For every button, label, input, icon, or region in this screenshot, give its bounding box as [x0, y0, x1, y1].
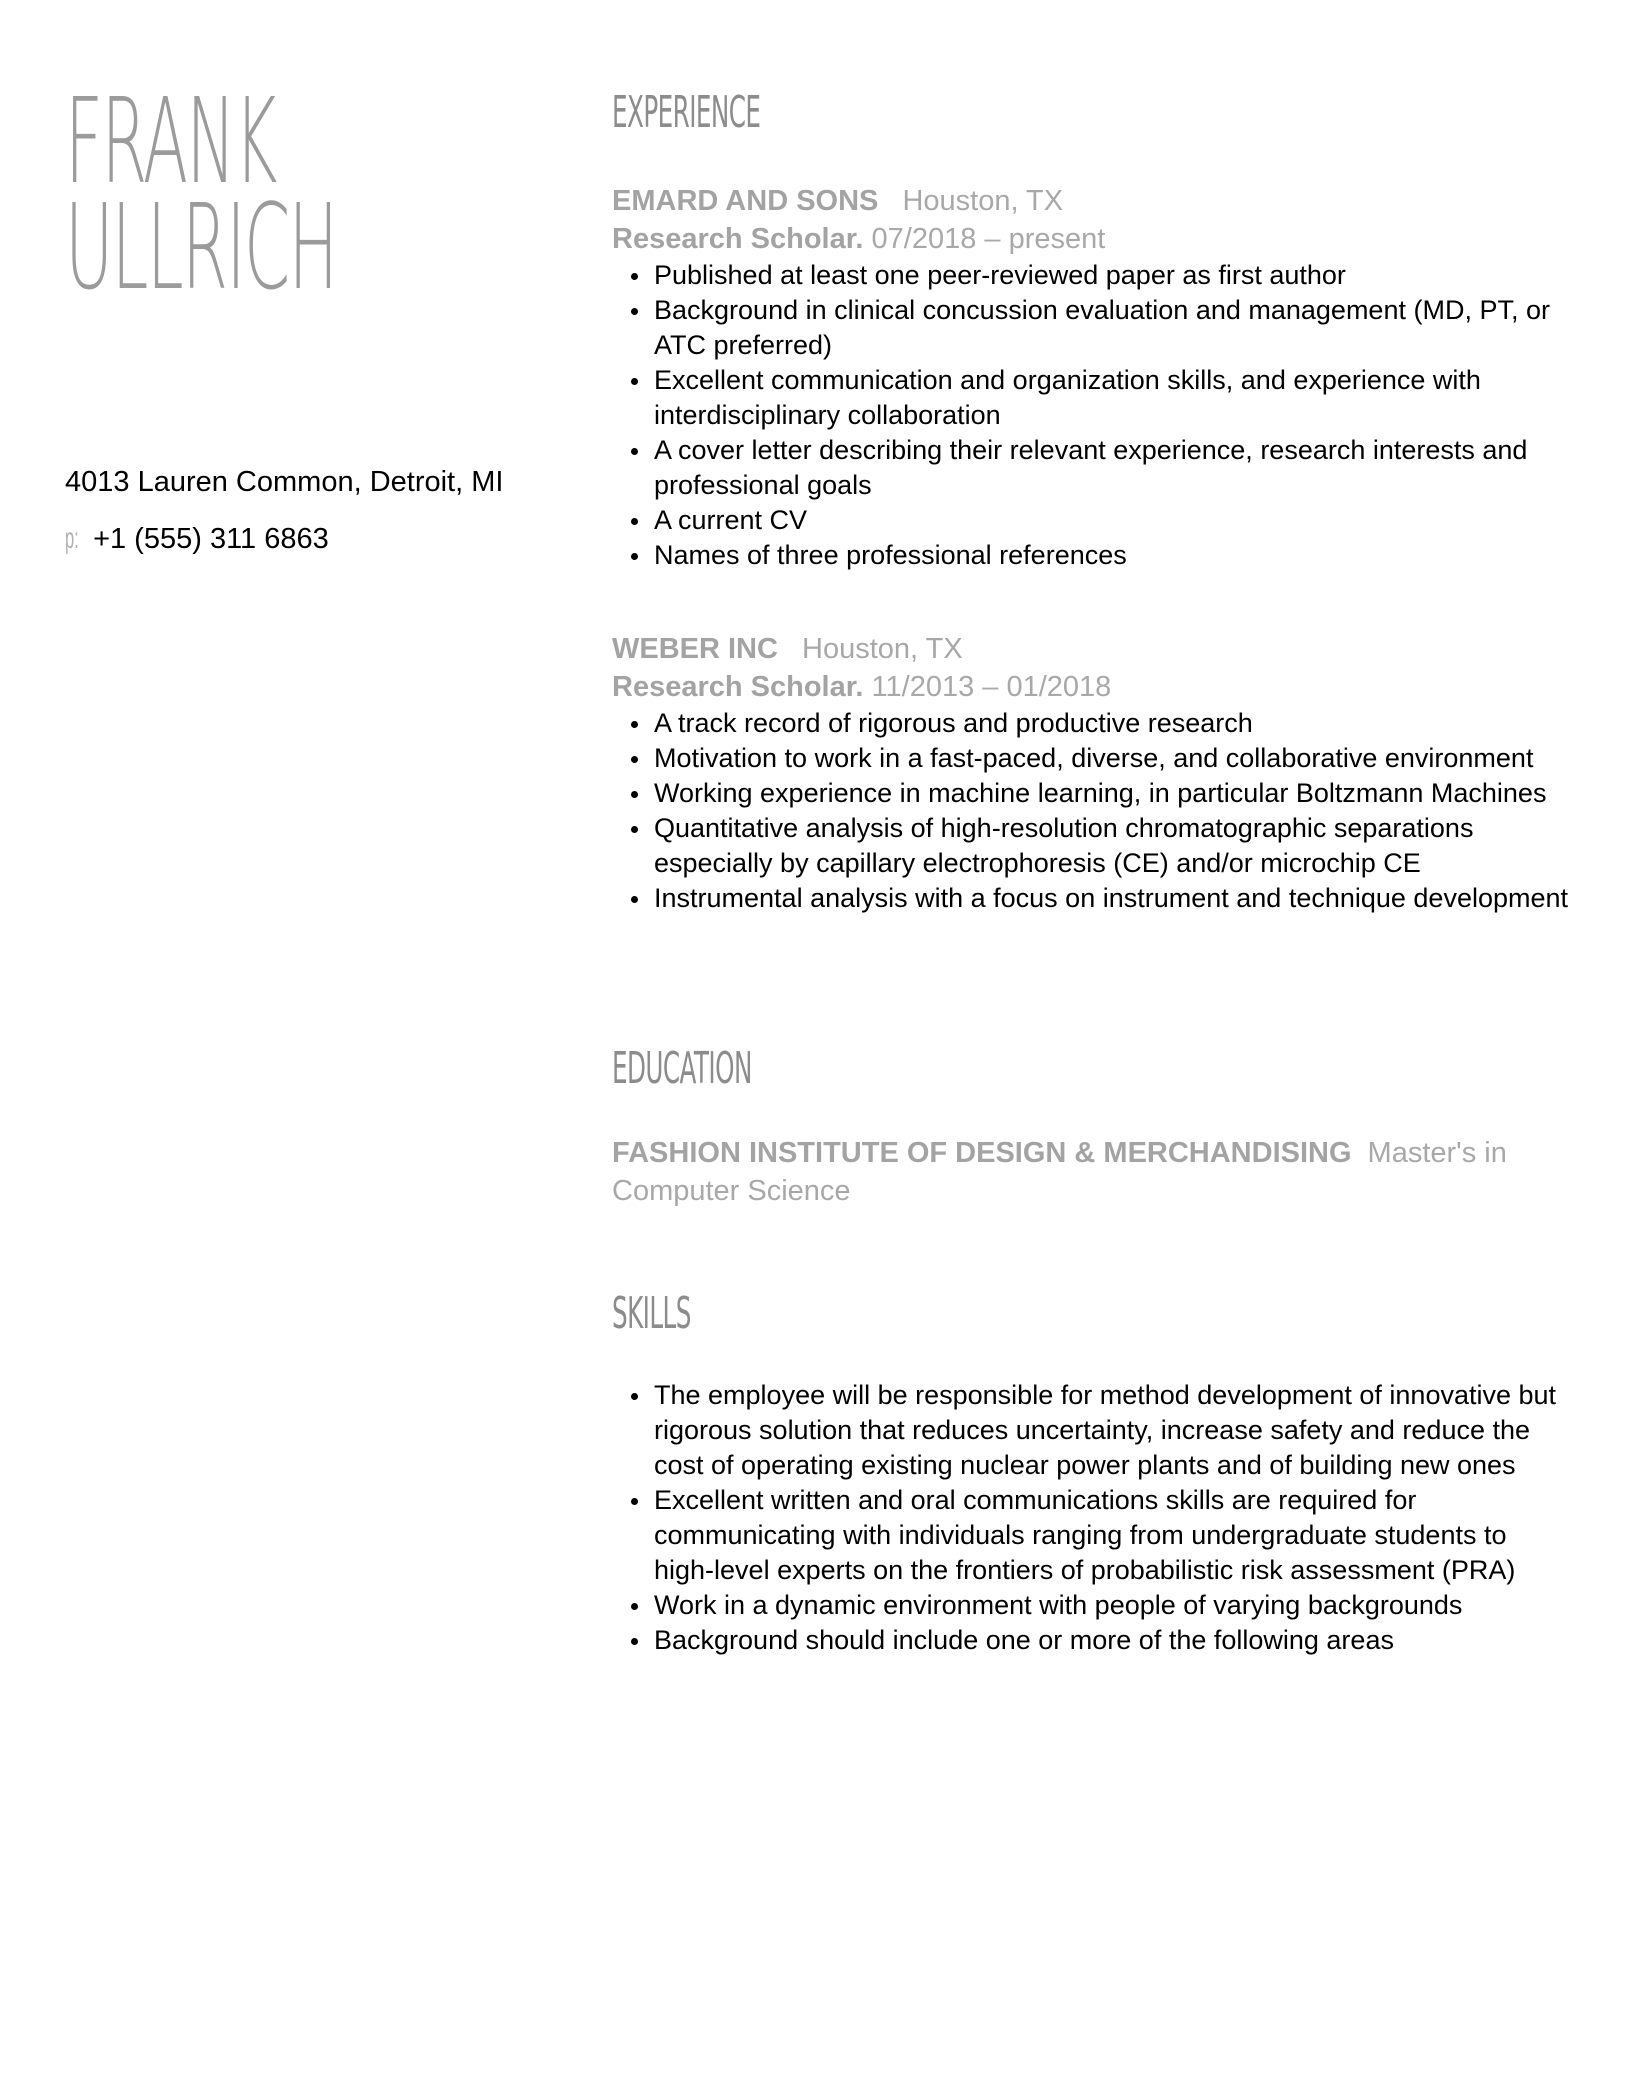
job-role-line: [612, 668, 1572, 706]
list-item: Excellent written and oral communications skills are required for communicating with individuals ranging from undergraduate students to high-level experts on the frontiers of probabilistic risk assessment (PRA): [654, 1483, 1572, 1588]
job-location: Houston, TX: [902, 185, 1064, 217]
address-state: MI: [471, 466, 504, 498]
list-item: Background should include one or more of the following areas: [654, 1623, 1572, 1658]
school-name: FASHION INSTITUTE OF DESIGN & MERCHANDISING: [612, 1137, 1352, 1169]
job-location: Houston, TX: [802, 633, 963, 665]
list-item: A cover letter describing their relevant experience, research interests and professional goals: [654, 433, 1572, 503]
list-item: A current CV: [654, 503, 1572, 538]
skills-list: [612, 1378, 1572, 1658]
phone: [65, 522, 329, 556]
list-item: Working experience in machine learning, in particular Boltzmann Machines: [654, 776, 1572, 811]
education-heading: EDUCATION: [612, 1043, 752, 1094]
first-name: FRANK: [65, 72, 276, 210]
list-item: Published at least one peer-reviewed paper as first author: [654, 258, 1572, 293]
candidate-name: [65, 72, 337, 316]
list-item: Excellent communication and organization skills, and experience with interdisciplinary collaboration: [654, 363, 1572, 433]
job-dates: 07/2018 – present: [871, 223, 1106, 255]
skills-list-wrapper: [612, 1378, 1572, 1658]
phone-number: +1 (555) 311 6863: [93, 523, 329, 555]
list-item: Instrumental analysis with a focus on instrument and technique development: [654, 881, 1572, 916]
job-duties: [612, 258, 1572, 573]
job-company-line: [612, 182, 1572, 220]
job-role-line: [612, 220, 1572, 258]
job-entry: [612, 182, 1572, 573]
list-item: Background in clinical concussion evaluation and management (MD, PT, or ATC preferred): [654, 293, 1572, 363]
job-entry: [612, 630, 1572, 916]
address-separator: ,: [455, 466, 472, 498]
phone-label: p:: [65, 522, 79, 555]
address-street: 4013 Lauren Common: [65, 466, 354, 498]
list-item: Names of three professional references: [654, 538, 1572, 573]
job-company-line: [612, 630, 1572, 668]
job-dates: 11/2013 – 01/2018: [871, 671, 1112, 703]
last-name: ULLRICH: [65, 178, 337, 316]
job-role: Research Scholar.: [612, 671, 864, 703]
address-city: Detroit: [369, 466, 456, 498]
job-company: EMARD AND SONS: [612, 185, 879, 217]
experience-heading: EXPERIENCE: [612, 87, 761, 138]
list-item: Work in a dynamic environment with people of varying backgrounds: [654, 1588, 1572, 1623]
address-separator: ,: [353, 466, 370, 498]
job-role: Research Scholar.: [612, 223, 864, 255]
education-entry: [612, 1134, 1512, 1210]
list-item: The employee will be responsible for method development of innovative but rigorous solution that reduces uncertainty, increase safety and reduce the cost of operating existing nuclear power plants and of building new ones: [654, 1378, 1572, 1483]
job-company: WEBER INC: [612, 633, 778, 665]
job-duties: [612, 706, 1572, 916]
list-item: A track record of rigorous and productive research: [654, 706, 1572, 741]
skills-heading: SKILLS: [612, 1288, 691, 1339]
degree: Master's in Computer Science: [612, 1137, 1507, 1207]
list-item: Motivation to work in a fast-paced, diverse, and collaborative environment: [654, 741, 1572, 776]
address: [65, 466, 503, 499]
list-item: Quantitative analysis of high-resolution chromatographic separations especially by capillary electrophoresis (CE) and/or microchip CE: [654, 811, 1572, 881]
